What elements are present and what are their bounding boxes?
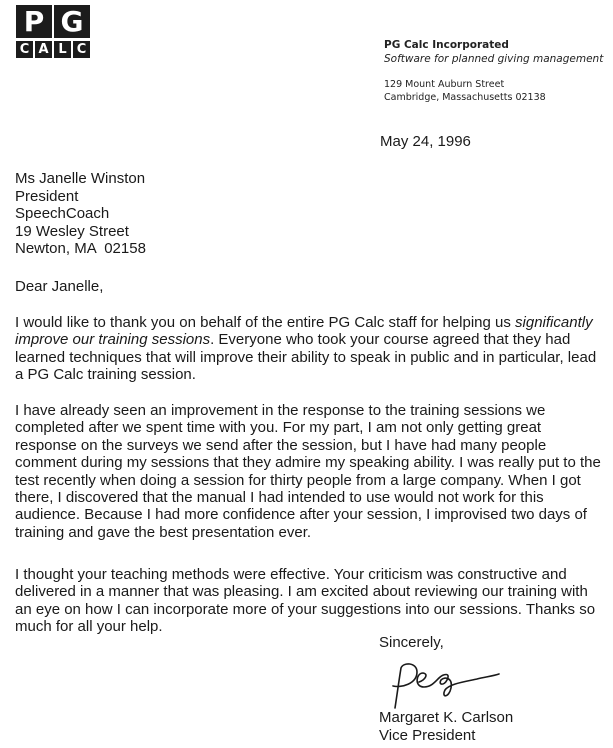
logo-letter-g: G xyxy=(54,5,90,38)
logo-letter-l: L xyxy=(54,41,71,58)
recipient-company: SpeechCoach xyxy=(15,205,110,222)
signer-name: Margaret K. Carlson xyxy=(379,709,514,726)
logo-letter-c2: C xyxy=(73,41,90,58)
signature-block xyxy=(379,709,513,745)
letterhead-company-block xyxy=(384,38,603,104)
paragraph1-emphasis: significantly improve our training sessions xyxy=(15,314,593,349)
logo-letter-c1: C xyxy=(16,41,33,58)
company-address-line1: 129 Mount Auburn Street xyxy=(384,79,505,90)
handwritten-signature xyxy=(383,660,503,710)
company-name: PG Calc Incorporated xyxy=(384,39,509,51)
logo-letter-a: A xyxy=(35,41,52,58)
recipient-title: President xyxy=(15,187,79,205)
company-tagline: Software for planned giving management xyxy=(384,53,604,65)
logo-letter-p: P xyxy=(16,5,52,38)
recipient-address-block xyxy=(15,170,146,258)
recipient-street: 19 Wesley Street xyxy=(15,222,129,240)
body-paragraph-2: I have already seen an improvement in the response to the training sessions we completed after we spent time with you. For my part, I am not only getting great response on the surveys we send after the session, but I have had many people comment during my sessions that they admire my speaking ability. I was really put to the test recently when doing a session for thirty people from a large company. When I got there, I discovered that the manual I had intended to use would not work for this audience. Because I had more confidence after your session, I improvised two days of training and gave the best presentation ever. xyxy=(15,402,601,541)
company-address-line2: Cambridge, Massachusetts 02138 xyxy=(384,92,546,103)
salutation: Dear Janelle, xyxy=(15,278,104,295)
paragraph1-text-start: I would like to thank you on behalf of the entire PG Calc staff for helping us xyxy=(15,314,516,331)
recipient-name: Ms Janelle Winston xyxy=(15,170,146,187)
paragraph1-text-end: . Everyone who took your course agreed that they had learned techniques that will improve their ability to speak in public and in particular, lead a PG Calc training session. xyxy=(15,331,597,384)
body-paragraph-3: I thought your teaching methods were effective. Your criticism was constructive and delivered in a manner that was pleasing. I am excited about reviewing our training with an eye on how I can incorporate more of your suggestions into our sessions. Thanks so much for all your help. xyxy=(15,566,596,636)
company-address xyxy=(384,78,603,104)
closing: Sincerely, xyxy=(379,634,444,651)
body-paragraph-1 xyxy=(15,314,605,384)
letter-date: May 24, 1996 xyxy=(380,133,471,150)
signer-title: Vice President xyxy=(379,727,476,744)
pg-calc-logo xyxy=(16,5,90,59)
recipient-city: Newton, MA 02158 xyxy=(15,240,146,257)
